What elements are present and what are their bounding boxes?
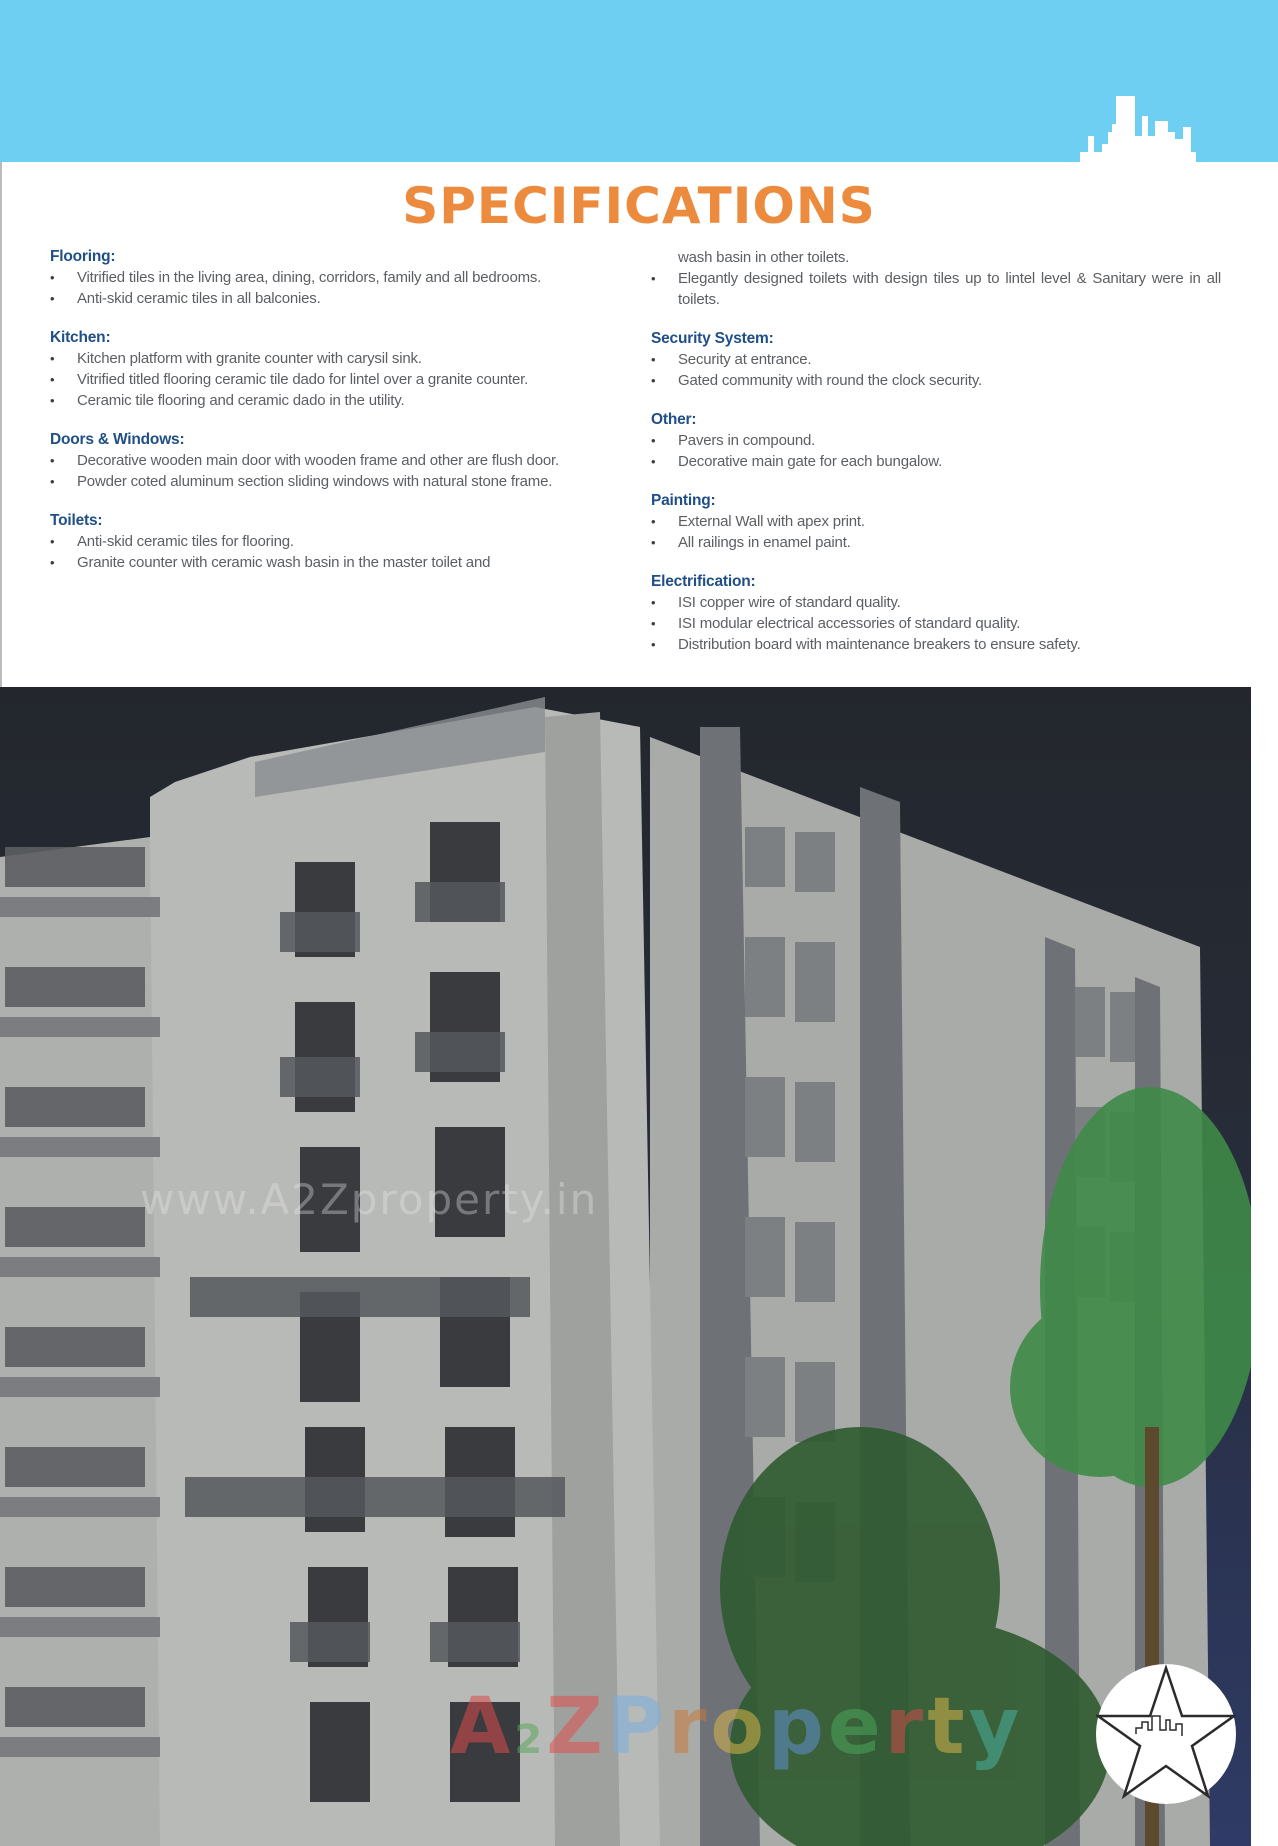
list-item: • Anti-skid ceramic tiles in all balconies. [50, 288, 622, 309]
list-item: • Kitchen platform with granite counter with carysil sink. [50, 348, 622, 369]
list-item: • Distribution board with maintenance breakers to ensure safety. [651, 634, 1221, 655]
city-skyline-icon [1080, 94, 1256, 164]
list-item: • Decorative wooden main door with wooden frame and other are flush door. [50, 450, 622, 471]
list-item: • Ceramic tile flooring and ceramic dado in the utility. [50, 390, 622, 411]
building-illustration [0, 687, 1251, 1846]
list-item: • Granite counter with ceramic wash basin in the master toilet and [50, 552, 622, 573]
list-item: • External Wall with apex print. [651, 511, 1221, 532]
section-toilets [50, 511, 622, 573]
list-item: • ISI copper wire of standard quality. [651, 592, 1221, 613]
section-heading: Security System: [651, 330, 774, 347]
section-electrification [651, 572, 1221, 655]
section-heading: Electrification: [651, 573, 756, 590]
section-painting [651, 491, 1221, 553]
section-doors-windows [50, 430, 622, 492]
section-heading: Other: [651, 411, 697, 428]
list-item: • Powder coted aluminum section sliding windows with natural stone frame. [50, 471, 622, 492]
specs-right-column [651, 247, 1221, 674]
list-item: • All railings in enamel paint. [651, 532, 1221, 553]
list-item-continuation: wash basin in other toilets. [678, 249, 850, 266]
section-heading: Toilets: [50, 512, 103, 529]
section-security-system [651, 329, 1221, 391]
section-other [651, 410, 1221, 472]
list-item: • Vitrified tiles in the living area, dining, corridors, family and all bedrooms. [50, 267, 622, 288]
page-title: SPECIFICATIONS [402, 177, 876, 235]
header-band [0, 0, 1278, 162]
section-heading: Flooring: [50, 248, 116, 265]
watermark-brand-text: A2ZProperty [450, 1682, 1024, 1772]
section-heading: Painting: [651, 492, 716, 509]
list-item: • Pavers in compound. [651, 430, 1221, 451]
section-flooring [50, 247, 622, 309]
list-item: • Security at entrance. [651, 349, 1221, 370]
list-item: • Anti-skid ceramic tiles for flooring. [50, 531, 622, 552]
list-item: • Elegantly designed toilets with design tiles up to lintel level & Sanitary were in all toilets. [651, 268, 1221, 310]
section-heading: Kitchen: [50, 329, 111, 346]
list-item: • Gated community with round the clock security. [651, 370, 1221, 391]
section-heading: Doors & Windows: [50, 431, 185, 448]
list-item: • Decorative main gate for each bungalow. [651, 451, 1221, 472]
list-item: • Vitrified titled flooring ceramic tile dado for lintel over a granite counter. [50, 369, 622, 390]
section-toilets-continued [651, 247, 1221, 310]
star-skyline-logo-icon [1096, 1664, 1236, 1804]
section-kitchen [50, 328, 622, 411]
specs-left-column [50, 247, 622, 592]
list-item: • ISI modular electrical accessories of standard quality. [651, 613, 1221, 634]
watermark-url-text: www.A2Zproperty.in [140, 1175, 599, 1224]
building-rendering-image [0, 687, 1251, 1846]
